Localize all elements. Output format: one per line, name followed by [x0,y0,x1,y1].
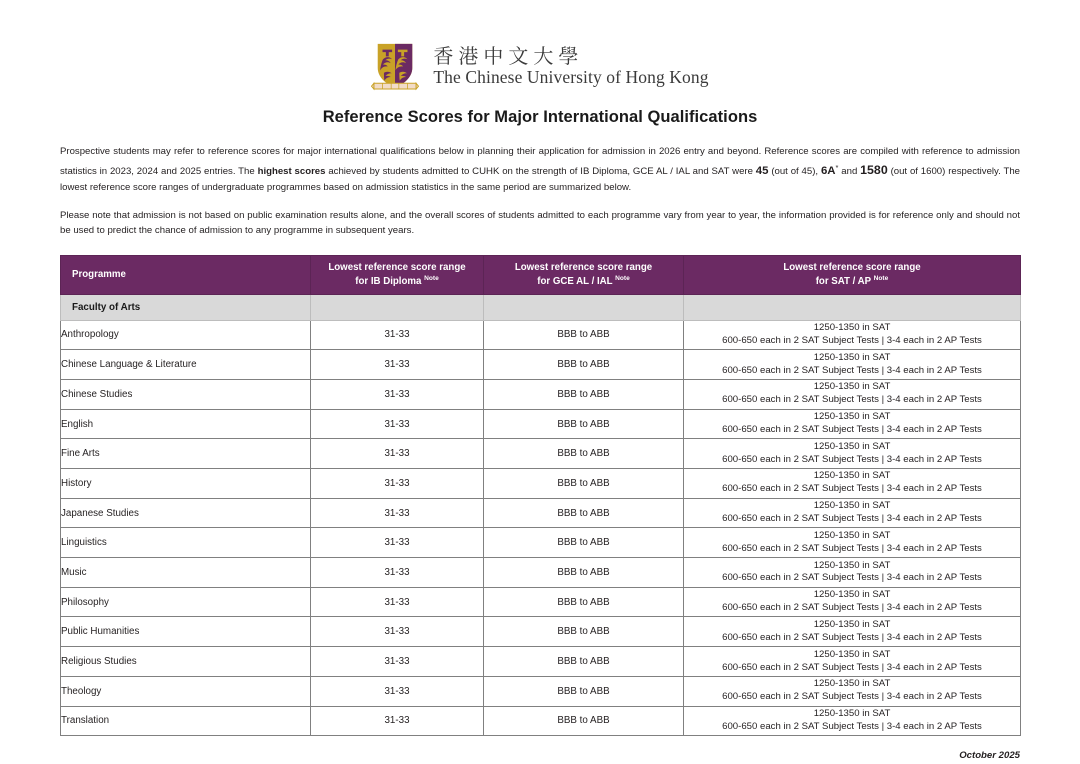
faculty-section-blank-cell [684,294,1021,320]
table-row [61,617,1021,647]
cell-programme: Music [61,558,311,588]
cell-ib-score: 31-33 [311,320,484,350]
cell-programme: Translation [61,706,311,736]
table-row [61,320,1021,350]
cell-gce-score: BBB to ABB [484,409,684,439]
column-header-ib-line1: Lowest reference score range [328,261,466,273]
cell-ib-score: 31-33 [311,676,484,706]
cell-programme: Anthropology [61,320,311,350]
column-header-gce-al-ial [484,255,684,294]
cell-sat-line2: 600-650 each in 2 SAT Subject Tests | 3-4 each in 2 AP Tests [722,334,982,346]
cell-sat-ap-score [684,617,1021,647]
cell-sat-line2: 600-650 each in 2 SAT Subject Tests | 3-4 each in 2 AP Tests [722,691,982,703]
cell-sat-line1: 1250-1350 in SAT [813,589,891,601]
cell-gce-score: BBB to ABB [484,320,684,350]
intro-score-sat: 1580 [860,162,888,177]
intro-score-gce-star: * [835,162,839,172]
cell-sat-ap-score [684,379,1021,409]
column-header-sat-ap [684,255,1021,294]
intro-p1-part2: achieved by students admitted to CUHK on the strength of IB Diploma, GCE AL / IAL and SAT were [325,165,756,177]
cell-sat-line1: 1250-1350 in SAT [813,381,891,393]
reference-scores-table [60,255,1021,737]
table-row [61,409,1021,439]
cell-gce-score: BBB to ABB [484,617,684,647]
cell-sat-line1: 1250-1350 in SAT [813,322,891,333]
cell-ib-score: 31-33 [311,587,484,617]
faculty-section-row [61,294,1021,320]
cell-sat-ap-score [684,647,1021,677]
cell-ib-score: 31-33 [311,379,484,409]
cell-gce-score: BBB to ABB [484,647,684,677]
cell-sat-line2: 600-650 each in 2 SAT Subject Tests | 3-4 each in 2 AP Tests [722,631,982,643]
cuhk-crest-icon [371,41,419,91]
cell-ib-score: 31-33 [311,469,484,499]
cell-sat-line2: 600-650 each in 2 SAT Subject Tests | 3-4 each in 2 AP Tests [722,720,982,732]
table-row [61,469,1021,499]
cell-sat-line2: 600-650 each in 2 SAT Subject Tests | 3-4 each in 2 AP Tests [722,394,982,406]
cell-programme: English [61,409,311,439]
table-row [61,587,1021,617]
table-row [61,379,1021,409]
column-header-ib-diploma [311,255,484,294]
cell-sat-line2: 600-650 each in 2 SAT Subject Tests | 3-4 each in 2 AP Tests [722,364,982,376]
cell-gce-score: BBB to ABB [484,498,684,528]
cell-sat-ap-score [684,320,1021,350]
cell-sat-ap-score [684,676,1021,706]
university-name-english: The Chinese University of Hong Kong [433,66,709,87]
cell-sat-line2: 600-650 each in 2 SAT Subject Tests | 3-4 each in 2 AP Tests [722,424,982,435]
cell-ib-score: 31-33 [311,558,484,588]
cell-sat-ap-score [684,528,1021,558]
cell-sat-line1: 1250-1350 in SAT [813,707,891,719]
cell-sat-ap-score [684,498,1021,528]
cell-ib-score: 31-33 [311,706,484,736]
cell-programme: Philosophy [61,587,311,617]
table-row [61,647,1021,677]
cell-gce-score: BBB to ABB [484,469,684,499]
page-title: Reference Scores for Major International Qualifications [322,108,758,126]
table-row [61,498,1021,528]
cell-programme: Fine Arts [61,439,311,469]
cell-sat-line1: 1250-1350 in SAT [813,618,891,630]
table-header [61,255,1021,294]
intro-p1-part5: (out of 1600) respectively. The lowest reference score ranges of undergraduate programmes based on admission statistics in the same period are summarized below. [60,165,1021,193]
university-name-chinese: 香港中文大學 [433,43,584,68]
cell-sat-ap-score [684,439,1021,469]
faculty-section-blank-cell [484,294,684,320]
cell-programme: History [61,469,311,499]
cell-sat-ap-score [684,706,1021,736]
cell-programme: Chinese Language & Literature [61,350,311,380]
intro-p1-bold-highest-scores: highest scores [257,165,326,177]
column-header-gce-line2: for GCE AL / IAL [537,275,616,287]
cell-gce-score: BBB to ABB [484,706,684,736]
cell-sat-line1: 1250-1350 in SAT [813,500,891,512]
cell-ib-score: 31-33 [311,647,484,677]
cell-gce-score: BBB to ABB [484,587,684,617]
footer-date: October 2025 [959,750,1020,762]
cell-programme: Theology [61,676,311,706]
table-header-row [61,255,1021,294]
column-header-programme: Programme [61,255,311,294]
cell-programme: Public Humanities [61,617,311,647]
cell-programme: Chinese Studies [61,379,311,409]
cell-ib-score: 31-33 [311,498,484,528]
cell-gce-score: BBB to ABB [484,676,684,706]
intro-paragraph-2: Please note that admission is not based on public examination results alone, and the overall scores of students admitted to each programme vary from year to year, the information provided is for reference only and should not be used to predict the chance of admission to any programme in subsequent years. [60,209,1020,237]
faculty-section-blank-cell [311,294,484,320]
cell-ib-score: 31-33 [311,350,484,380]
cell-sat-ap-score [684,409,1021,439]
cell-sat-ap-score [684,558,1021,588]
column-header-sat-line1: Lowest reference score range [783,261,921,273]
cell-sat-line1: 1250-1350 in SAT [813,648,891,660]
intro-score-gce: 6A [820,164,836,177]
cell-programme: Religious Studies [61,647,311,677]
cell-sat-line2: 600-650 each in 2 SAT Subject Tests | 3-4 each in 2 AP Tests [722,513,982,525]
cell-sat-line1: 1250-1350 in SAT [813,440,891,452]
cell-programme: Japanese Studies [61,498,311,528]
cell-gce-score: BBB to ABB [484,379,684,409]
intro-score-ib: 45 [755,164,769,177]
cell-sat-line2: 600-650 each in 2 SAT Subject Tests | 3-4 each in 2 AP Tests [722,572,982,584]
cell-programme: Linguistics [61,528,311,558]
cell-gce-score: BBB to ABB [484,528,684,558]
cell-sat-line1: 1250-1350 in SAT [813,411,891,423]
faculty-section-label: Faculty of Arts [61,294,311,320]
cell-sat-line1: 1250-1350 in SAT [813,559,891,571]
column-header-sat-note: Note [873,274,889,282]
cell-sat-line2: 600-650 each in 2 SAT Subject Tests | 3-4 each in 2 AP Tests [722,453,982,465]
intro-p1-part3: (out of 45), [768,165,821,177]
cell-sat-line2: 600-650 each in 2 SAT Subject Tests | 3-4 each in 2 AP Tests [722,661,982,673]
cell-sat-line1: 1250-1350 in SAT [813,351,891,363]
column-header-ib-line2: for IB Diploma [355,275,425,287]
column-header-sat-line2: for SAT / AP [815,275,874,287]
intro-paragraph-1 [60,144,1020,196]
cell-sat-line1: 1250-1350 in SAT [813,678,891,690]
intro-p1-part1: Prospective students may refer to reference scores for major international qualifications below in planning their application for admission in 2026 entry and beyond. Reference scores are compiled with reference to admission statistics in 2023, 2024 and 2025 entries. The [60,146,1020,177]
university-wordmark [433,43,709,87]
cell-sat-ap-score [684,350,1021,380]
intro-text [60,144,1020,239]
table-row [61,706,1021,736]
cell-sat-line2: 600-650 each in 2 SAT Subject Tests | 3-4 each in 2 AP Tests [722,602,982,614]
table-row [61,528,1021,558]
cell-gce-score: BBB to ABB [484,350,684,380]
column-header-gce-note: Note [615,274,630,282]
table-row [61,676,1021,706]
table-row [61,558,1021,588]
cell-sat-ap-score [684,469,1021,499]
cell-ib-score: 31-33 [311,528,484,558]
column-header-ib-note: Note [424,274,439,282]
cell-sat-line1: 1250-1350 in SAT [813,470,891,482]
cell-sat-line2: 600-650 each in 2 SAT Subject Tests | 3-4 each in 2 AP Tests [722,542,982,554]
cell-sat-line2: 600-650 each in 2 SAT Subject Tests | 3-4 each in 2 AP Tests [722,483,982,495]
column-header-gce-line1: Lowest reference score range [514,261,653,273]
cell-sat-ap-score [684,587,1021,617]
intro-p1-part4: and [838,165,861,177]
cell-sat-line1: 1250-1350 in SAT [813,529,891,541]
cell-ib-score: 31-33 [311,409,484,439]
masthead [60,0,1020,92]
table-body [61,294,1021,736]
cell-gce-score: BBB to ABB [484,558,684,588]
cell-gce-score: BBB to ABB [484,439,684,469]
table-row [61,439,1021,469]
cell-ib-score: 31-33 [311,439,484,469]
cell-ib-score: 31-33 [311,617,484,647]
table-row [61,350,1021,380]
